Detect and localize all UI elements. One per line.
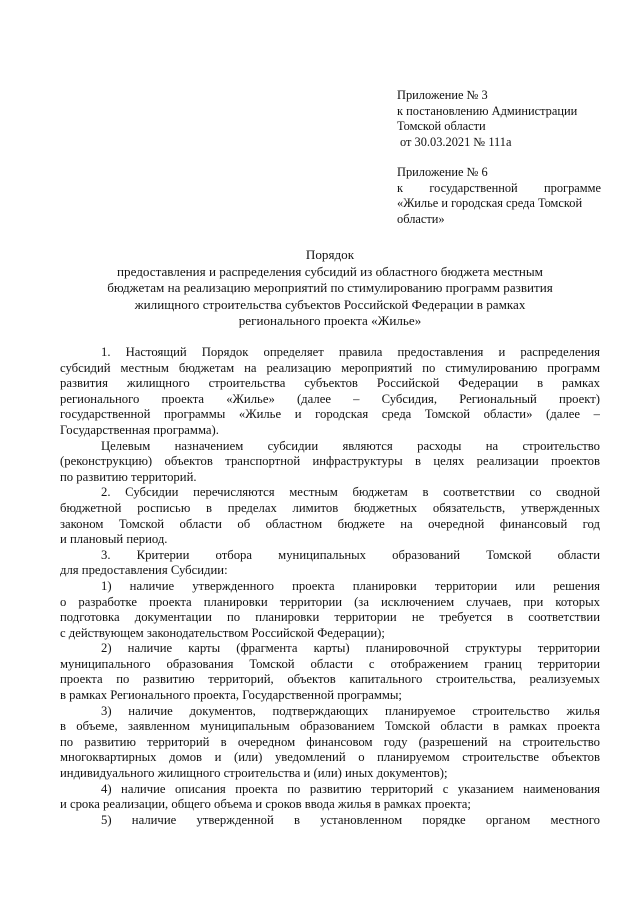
text-line: субсидий местным бюджетам на реализацию мероприятий по стимулированию программ xyxy=(60,360,600,375)
paragraph-3 xyxy=(60,548,600,579)
text-line: с действующем законодательством Российской Федерации); xyxy=(60,625,385,640)
text-line: государственной программы «Жилье и городская среда Томской области» (далее – xyxy=(60,407,600,422)
text-line: в рамках Регионального проекта, Государственной программы; xyxy=(60,688,402,703)
text-line: по развитию территорий в очередном финансовом году (разрешений на строительство xyxy=(60,734,600,749)
text-line: развития жилищного строительства субъектов Российской Федерации в рамках xyxy=(60,376,600,391)
appendix-3-region: Томской области xyxy=(397,119,486,134)
criterion-5 xyxy=(60,813,600,829)
text-line: 3) наличие документов, подтверждающих планируемое строительство жилья xyxy=(101,703,600,718)
paragraph-1 xyxy=(60,345,600,439)
text-line: 2. Субсидии перечисляются местным бюджетам в соответствии со сводной xyxy=(101,485,600,500)
document-title xyxy=(60,247,600,330)
appendix-6-program-name-end: области» xyxy=(397,211,445,226)
title-line: жилищного строительства субъектов Российской Федерации в рамках xyxy=(134,296,526,312)
paragraph-2 xyxy=(60,485,600,547)
text-line: (реконструкцию) объектов транспортной инфраструктуры в целях реализации проектов xyxy=(60,454,600,469)
text-line: Целевым назначением субсидии являются расходы на строительство xyxy=(101,438,600,453)
text-line: подготовка документации по планировки территории не требуется в соответствии xyxy=(60,610,600,625)
document-body xyxy=(60,345,600,828)
text-line: Государственная программа). xyxy=(60,422,219,437)
text-line: 4) наличие описания проекта по развитию территорий с указанием наименования xyxy=(101,781,600,796)
appendix-3-date-number: от 30.03.2021 № 111а xyxy=(400,134,512,149)
criterion-4 xyxy=(60,782,600,813)
appendix-6-program-ref: к государственной программе xyxy=(397,180,601,195)
criterion-2 xyxy=(60,641,600,703)
appendix-3-resolution-ref: к постановлению Администрации xyxy=(397,103,578,118)
title-line: бюджетам на реализацию мероприятий по стимулированию программ развития xyxy=(107,280,553,296)
appendix-6-title: Приложение № 6 xyxy=(397,165,488,179)
title-heading: Порядок xyxy=(305,247,355,262)
text-line: и плановый период. xyxy=(60,532,168,547)
text-line: индивидуального жилищного строительства и (или) иных документов); xyxy=(60,766,448,781)
title-line: регионального проекта «Жилье» xyxy=(238,313,422,329)
text-line: проекта по развитию территорий, объектов капитального строительства, реализуемых xyxy=(60,672,600,687)
text-line: многоквартирных домов и (или) уведомлений о планируемом строительстве объектов xyxy=(60,750,600,765)
text-line: по развитию территорий. xyxy=(60,469,197,484)
appendix-3-header xyxy=(397,88,601,150)
criterion-1 xyxy=(60,579,600,641)
text-line: 3. Критерии отбора муниципальных образований Томской области xyxy=(101,547,600,562)
text-line: бюджетной росписью в пределах лимитов бюджетных обязательств, утвержденных xyxy=(60,500,600,515)
text-line: 1) наличие утвержденного проекта планировки территории или решения xyxy=(101,578,600,593)
paragraph-purpose xyxy=(60,439,600,486)
text-line: в объеме, заявленном муниципальным образованием Томской области в рамках проекта xyxy=(60,719,600,734)
text-line: и срока реализации, общего объема и сроков ввода жилья в рамках проекта; xyxy=(60,797,471,812)
text-line: для предоставления Субсидии: xyxy=(60,563,228,578)
text-line: регионального проекта «Жилье» (далее – Субсидия, Региональный проект) xyxy=(60,391,600,406)
title-line: предоставления и распределения субсидий из областного бюджета местным xyxy=(117,263,543,279)
criterion-3 xyxy=(60,704,600,782)
appendix-6-header xyxy=(397,165,601,227)
text-line: законом Томской области об областном бюджете на очередной финансовый год xyxy=(60,516,600,531)
text-line: 5) наличие утвержденной в установленном порядке органом местного xyxy=(101,812,600,827)
text-line: муниципального образования Томской области с отображением границ территории xyxy=(60,656,600,671)
text-line: 2) наличие карты (фрагмента карты) планировочной структуры территории xyxy=(101,641,600,656)
text-line: о разработке проекта планировки территории (за исключением случаев, при которых xyxy=(60,594,600,609)
appendix-6-program-name: «Жилье и городская среда Томской xyxy=(397,196,583,211)
appendix-3-title: Приложение № 3 xyxy=(397,88,488,102)
text-line: 1. Настоящий Порядок определяет правила предоставления и распределения xyxy=(101,345,600,359)
